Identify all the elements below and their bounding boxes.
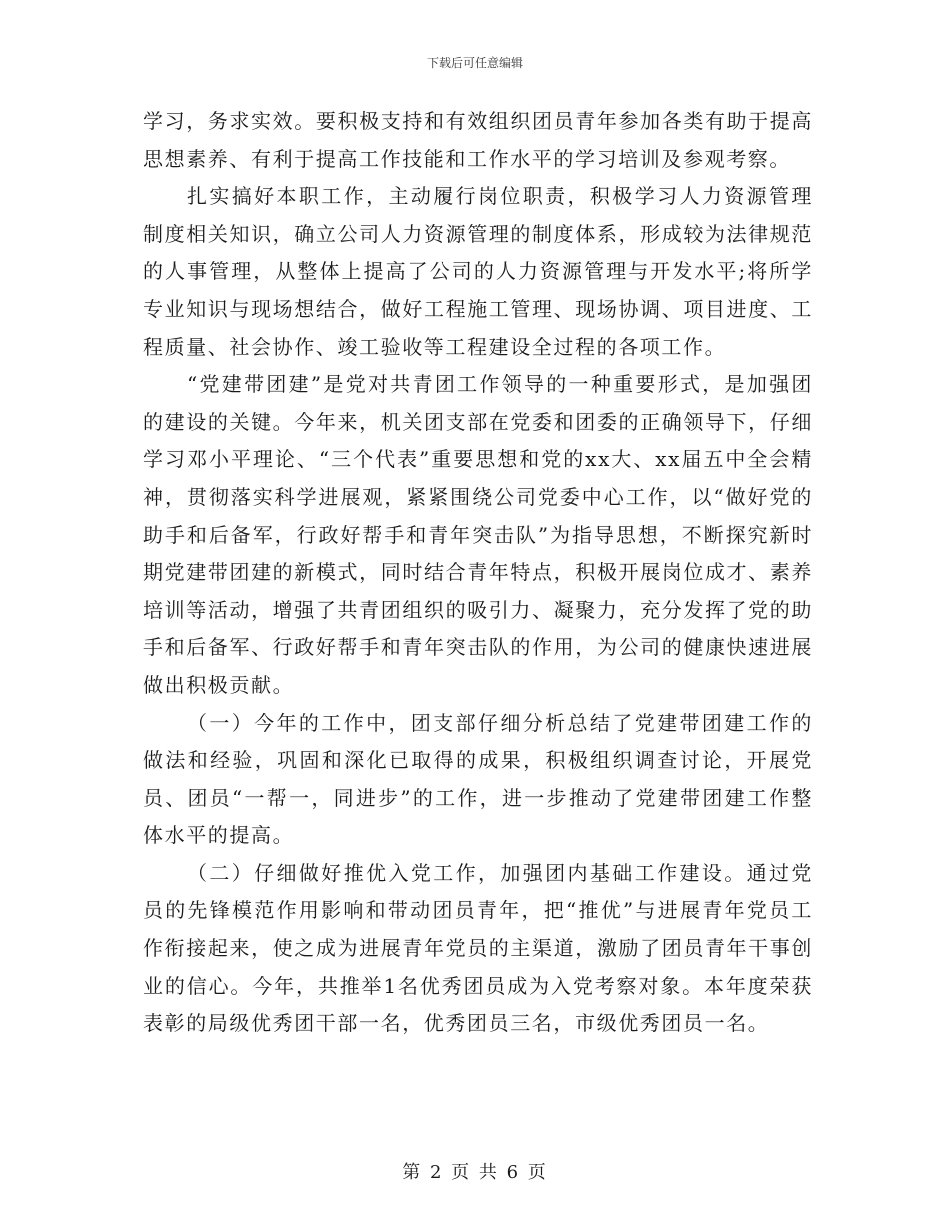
document-body (143, 103, 813, 1043)
page-number-footer: 第 2 页 共 6 页 (402, 1162, 548, 1183)
page-header: 下载后可任意编辑 (426, 56, 523, 70)
paragraph: （一）今年的工作中，团支部仔细分析总结了党建带团建工作的做法和经验，巩固和深化已取得的成果，积极组织调查讨论，开展党员、团员“一帮一，同进步”的工作，进一步推动了党建带团建工作整体水平的提高。 (143, 710, 813, 848)
paragraph: （二）仔细做好推优入党工作，加强团内基础工作建设。通过党员的先锋模范作用影响和带动团员青年，把“推优”与进展青年党员工作衔接起来，使之成为进展青年党员的主渠道，激励了团员青年干事创业的信心。今年，共推举1名优秀团员成为入党考察对象。本年度荣获表彰的局级优秀团干部一名，优秀团员三名，市级优秀团员一名。 (143, 860, 813, 1036)
paragraph: 学习，务求实效。要积极支持和有效组织团员青年参加各类有助于提高思想素养、有利于提高工作技能和工作水平的学习培训及参观考察。 (143, 109, 813, 171)
paragraph: 扎实搞好本职工作，主动履行岗位职责，积极学习人力资源管理制度相关知识，确立公司人力资源管理的制度体系，形成较为法律规范的人事管理，从整体上提高了公司的人力资源管理与开发水平;将所学专业知识与现场想结合，做好工程施工管理、现场协调、项目进度、工程质量、社会协作、竣工验收等工程建设全过程的各项工作。 (143, 184, 813, 359)
paragraph: “党建带团建”是党对共青团工作领导的一种重要形式，是加强团的建设的关键。今年来，机关团支部在党委和团委的正确领导下，仔细学习邓小平理论、“三个代表”重要思想和党的xx大、xx届五中全会精神，贯彻落实科学进展观，紧紧围绕公司党委中心工作，以“做好党的助手和后备军，行政好帮手和青年突击队”为指导思想，不断探究新时期党建带团建的新模式，同时结合青年特点，积极开展岗位成才、素养培训等活动，增强了共青团组织的吸引力、凝聚力，充分发挥了党的助手和后备军、行政好帮手和青年突击队的作用，为公司的健康快速进展做出积极贡献。 (143, 372, 813, 697)
